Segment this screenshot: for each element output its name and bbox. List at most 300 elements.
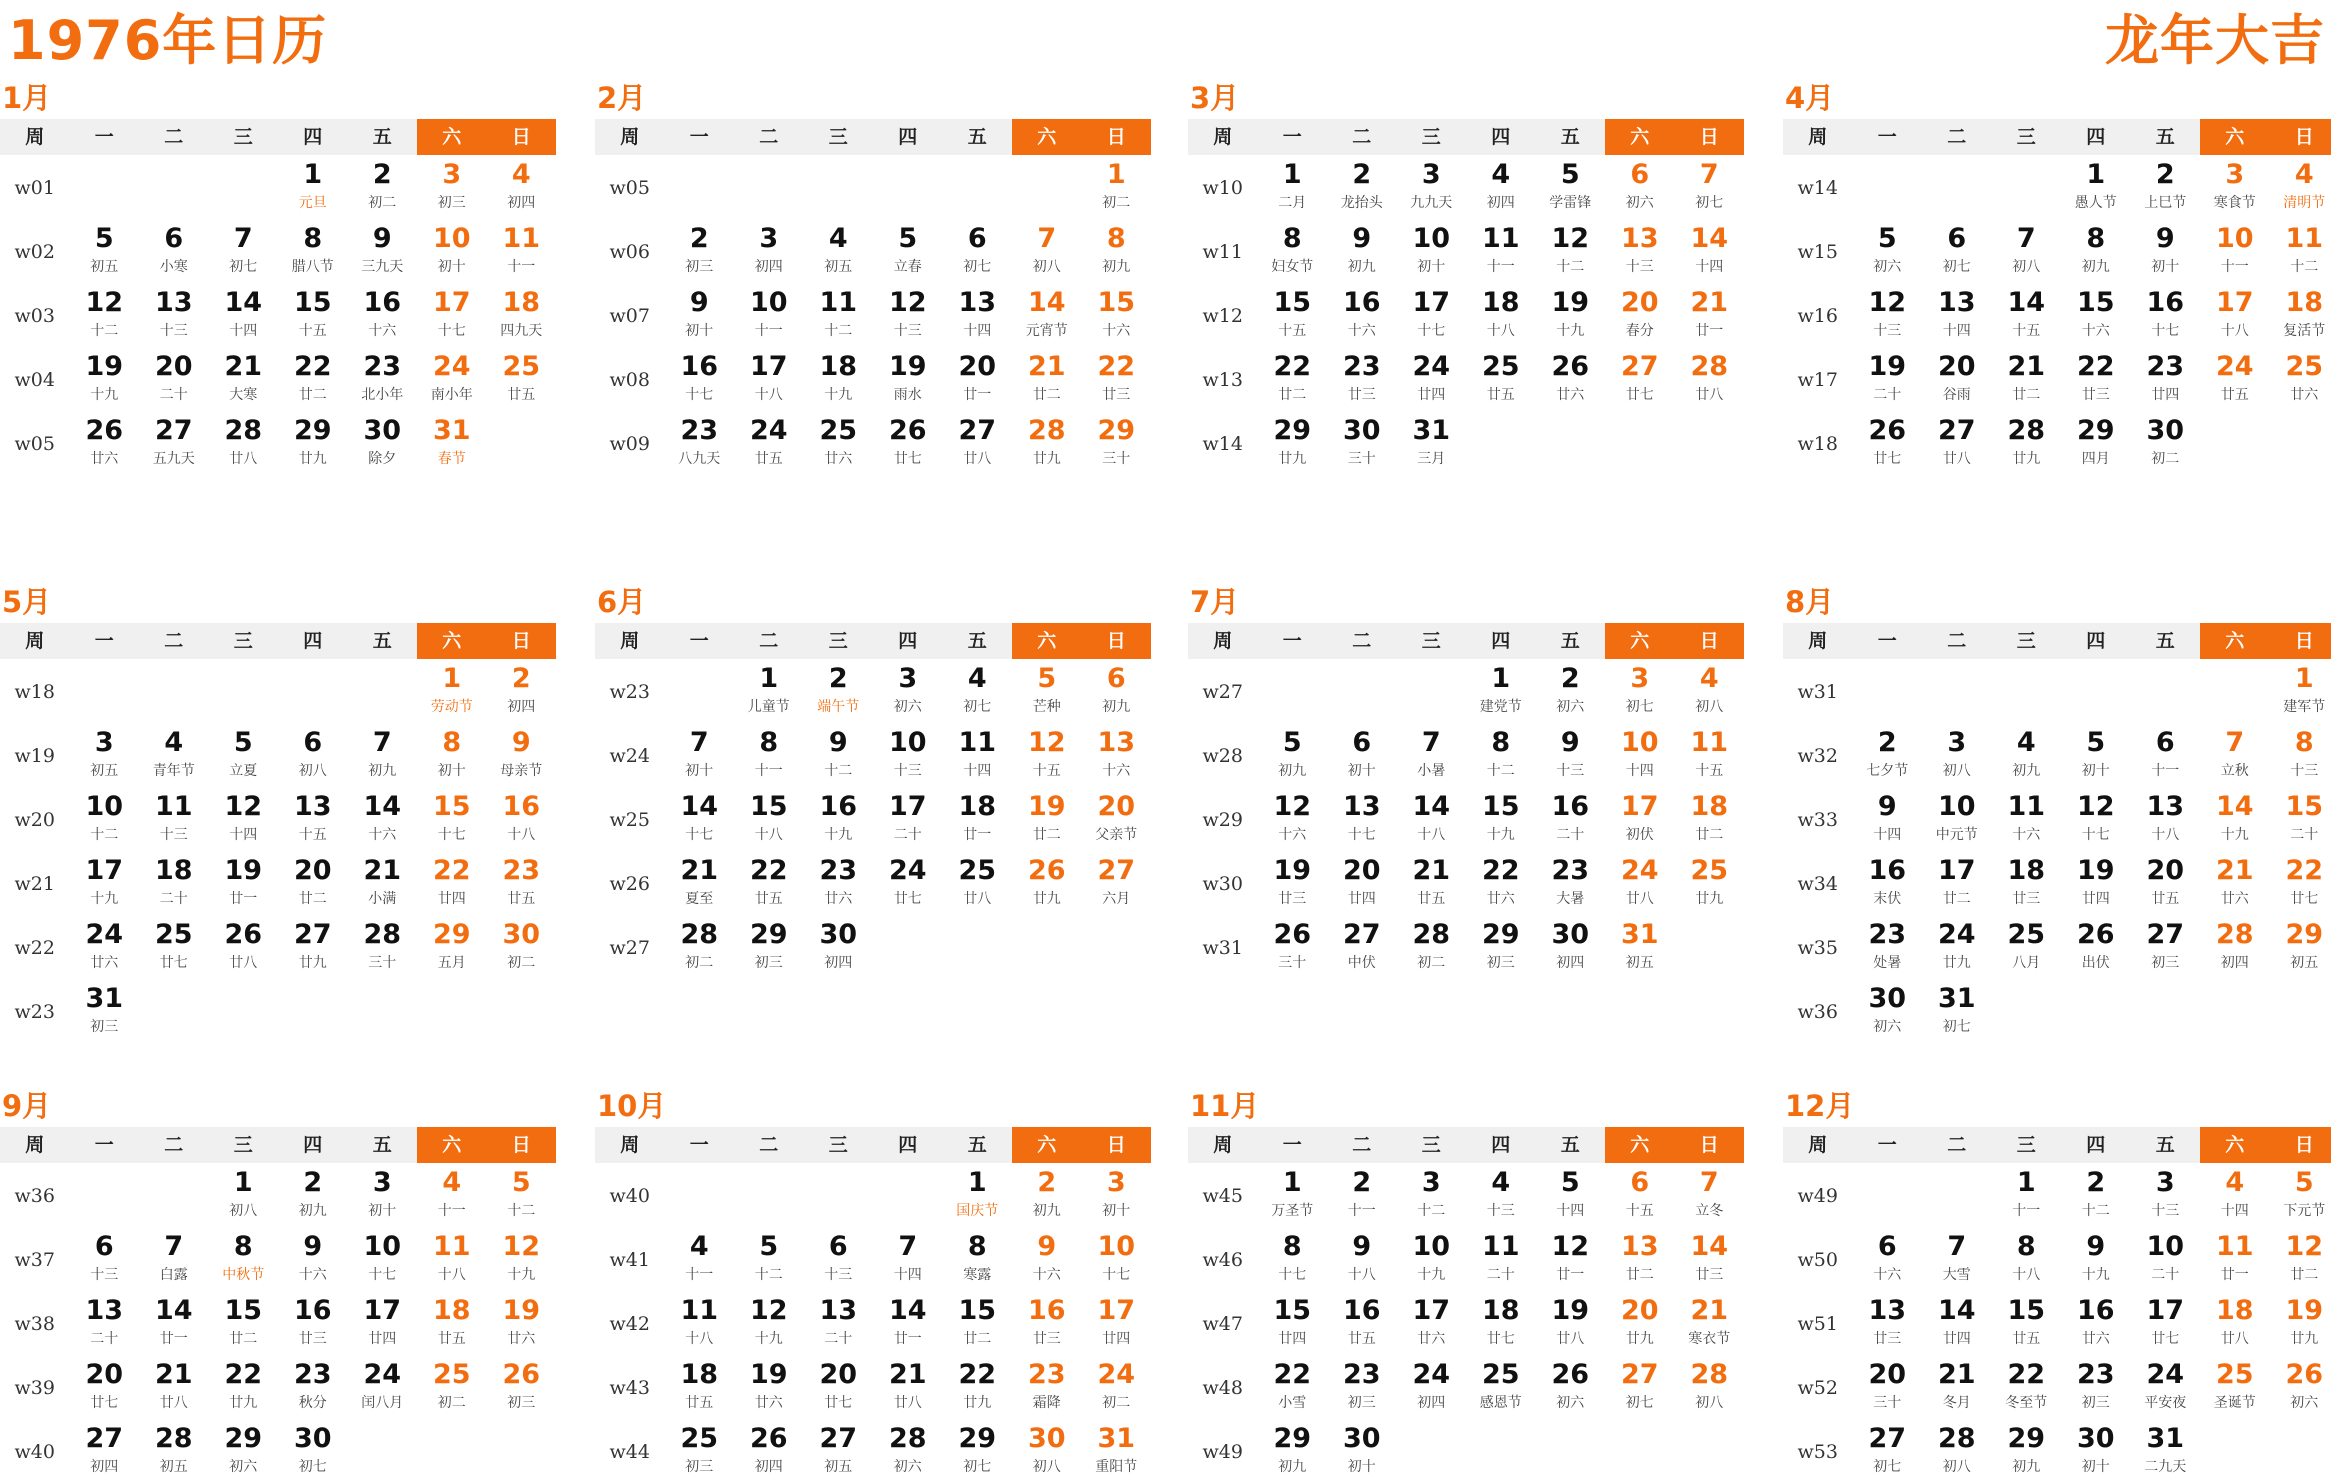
day-cell	[139, 1356, 209, 1420]
weekday-label: 一	[70, 119, 140, 155]
week-number: w40	[0, 1420, 70, 1484]
empty-cell	[2061, 980, 2131, 1044]
day-cell	[1536, 284, 1606, 348]
lunar-date: 十六	[1012, 1266, 1082, 1284]
day-number: 30	[804, 920, 874, 950]
day-number: 9	[487, 728, 557, 758]
day-number: 18	[1466, 288, 1536, 318]
day-number: 27	[2131, 920, 2201, 950]
empty-cell	[1082, 916, 1152, 980]
day-cell	[139, 1228, 209, 1292]
day-number: 8	[1992, 1232, 2062, 1262]
day-number: 23	[1012, 1360, 1082, 1390]
day-cell	[1675, 156, 1745, 220]
day-cell	[804, 1292, 874, 1356]
lunar-date: 廿七	[1466, 1330, 1536, 1348]
week-column-header: 周	[595, 623, 665, 659]
day-cell	[1082, 1420, 1152, 1484]
day-cell	[1675, 1292, 1745, 1356]
lunar-date: 南小年	[417, 386, 487, 404]
lunar-date: 十四	[1605, 762, 1675, 780]
lunar-date: 初三	[2131, 954, 2201, 972]
day-number: 24	[1397, 1360, 1467, 1390]
day-number: 6	[1605, 1168, 1675, 1198]
week-row	[595, 916, 1151, 980]
day-cell	[1082, 348, 1152, 412]
day-number: 9	[1327, 224, 1397, 254]
day-number: 5	[1536, 1168, 1606, 1198]
day-number: 22	[209, 1360, 279, 1390]
day-number: 12	[70, 288, 140, 318]
weekday-label: 一	[1258, 1127, 1328, 1163]
day-number: 29	[1992, 1424, 2062, 1454]
day-number: 8	[209, 1232, 279, 1262]
day-number: 8	[943, 1232, 1013, 1262]
day-cell	[665, 1356, 735, 1420]
lunar-date: 廿九	[1675, 890, 1745, 908]
weekday-label: 六	[2200, 119, 2270, 155]
lunar-date: 十六	[1258, 826, 1328, 844]
lunar-date: 十一	[734, 322, 804, 340]
weekday-label: 五	[348, 119, 418, 155]
weekday-label: 六	[2200, 1127, 2270, 1163]
day-cell	[278, 1356, 348, 1420]
day-number: 30	[487, 920, 557, 950]
day-number: 1	[2270, 664, 2331, 694]
day-cell	[665, 1292, 735, 1356]
day-cell	[804, 412, 874, 476]
day-number: 2	[278, 1168, 348, 1198]
lunar-date: 初十	[1397, 258, 1467, 276]
week-row	[1783, 284, 2331, 348]
day-cell	[1258, 1228, 1328, 1292]
day-number: 9	[2061, 1232, 2131, 1262]
day-cell	[1466, 348, 1536, 412]
weekday-label: 五	[348, 1127, 418, 1163]
lunar-date: 初五	[70, 762, 140, 780]
day-cell	[278, 724, 348, 788]
lunar-date: 初六	[1853, 1018, 1923, 1036]
lunar-date: 十五	[1258, 322, 1328, 340]
day-number: 3	[734, 224, 804, 254]
day-number: 12	[209, 792, 279, 822]
week-row	[595, 412, 1151, 476]
day-cell	[1327, 1292, 1397, 1356]
day-cell	[1922, 412, 1992, 476]
day-cell	[487, 916, 557, 980]
day-cell	[348, 788, 418, 852]
empty-cell	[1853, 1164, 1923, 1228]
weekday-label: 二	[1922, 623, 1992, 659]
month-label: 8月	[1785, 580, 1834, 621]
lunar-date: 初七	[943, 1458, 1013, 1476]
month-label: 7月	[1190, 580, 1239, 621]
lunar-date: 十九	[1466, 826, 1536, 844]
lunar-date: 廿六	[1536, 386, 1606, 404]
lunar-date: 平安夜	[2131, 1394, 2201, 1412]
day-cell	[278, 1164, 348, 1228]
day-number: 7	[1675, 1168, 1745, 1198]
lunar-date: 十八	[665, 1330, 735, 1348]
lunar-date: 十二	[804, 322, 874, 340]
day-number: 23	[1327, 1360, 1397, 1390]
day-cell	[2270, 348, 2331, 412]
lunar-date: 十二	[70, 826, 140, 844]
lunar-date: 廿五	[1992, 1330, 2062, 1348]
week-row	[0, 788, 556, 852]
lunar-date: 廿四	[2061, 890, 2131, 908]
lunar-date: 十一	[734, 762, 804, 780]
weekday-label: 五	[943, 119, 1013, 155]
day-number: 24	[1605, 856, 1675, 886]
lunar-date: 初十	[2131, 258, 2201, 276]
lunar-date: 建党节	[1466, 698, 1536, 716]
day-cell	[1012, 1356, 1082, 1420]
day-cell	[70, 724, 140, 788]
day-cell	[209, 284, 279, 348]
day-number: 3	[1922, 728, 1992, 758]
weekday-label: 二	[139, 119, 209, 155]
day-cell	[1397, 788, 1467, 852]
week-row	[1188, 1228, 1744, 1292]
day-number: 16	[2061, 1296, 2131, 1326]
day-number: 5	[2270, 1168, 2331, 1198]
day-cell	[1327, 1228, 1397, 1292]
empty-cell	[665, 156, 735, 220]
day-number: 7	[1012, 224, 1082, 254]
day-number: 27	[1082, 856, 1152, 886]
day-number: 2	[804, 664, 874, 694]
day-cell	[278, 412, 348, 476]
empty-cell	[1012, 916, 1082, 980]
lunar-date: 廿二	[209, 1330, 279, 1348]
lunar-date: 初九	[278, 1202, 348, 1220]
day-number: 5	[873, 224, 943, 254]
day-number: 7	[348, 728, 418, 758]
month-label: 2月	[597, 76, 646, 117]
lunar-date: 初十	[2061, 762, 2131, 780]
day-cell	[2061, 916, 2131, 980]
day-cell	[2131, 1228, 2201, 1292]
day-number: 30	[1012, 1424, 1082, 1454]
lunar-date: 初九	[348, 762, 418, 780]
month-label: 11月	[1190, 1084, 1259, 1125]
week-number: w53	[1783, 1420, 1853, 1484]
lunar-date: 初四	[1466, 194, 1536, 212]
day-cell	[209, 1292, 279, 1356]
lunar-date: 廿九	[1258, 450, 1328, 468]
lunar-date: 三九天	[348, 258, 418, 276]
lunar-date: 初十	[665, 322, 735, 340]
lunar-date: 三十	[1082, 450, 1152, 468]
lunar-date: 十七	[1082, 1266, 1152, 1284]
empty-cell	[2200, 660, 2270, 724]
day-number: 29	[943, 1424, 1013, 1454]
weekday-label: 日	[1082, 623, 1152, 659]
day-cell	[1012, 412, 1082, 476]
lunar-date: 十八	[1992, 1266, 2062, 1284]
day-number: 6	[278, 728, 348, 758]
weekday-label: 二	[1922, 119, 1992, 155]
lunar-date: 初二	[2131, 450, 2201, 468]
day-cell	[487, 1292, 557, 1356]
day-number: 29	[209, 1424, 279, 1454]
lunar-date: 廿一	[1536, 1266, 1606, 1284]
day-number: 26	[873, 416, 943, 446]
lunar-date: 十四	[1536, 1202, 1606, 1220]
weekday-header	[1783, 1127, 2331, 1163]
day-cell	[139, 284, 209, 348]
holiday-label: 清明节	[2270, 194, 2331, 212]
week-row	[1188, 852, 1744, 916]
day-cell	[1327, 156, 1397, 220]
day-cell	[1466, 788, 1536, 852]
day-number: 12	[1536, 1232, 1606, 1262]
day-cell	[873, 1420, 943, 1484]
day-number: 17	[1605, 792, 1675, 822]
day-cell	[1605, 916, 1675, 980]
day-number: 29	[1082, 416, 1152, 446]
day-number: 8	[1466, 728, 1536, 758]
day-number: 14	[1675, 1232, 1745, 1262]
weekday-label: 六	[417, 1127, 487, 1163]
lunar-date: 十三	[139, 322, 209, 340]
weekday-label: 二	[734, 623, 804, 659]
day-number: 13	[1922, 288, 1992, 318]
day-cell	[804, 660, 874, 724]
lunar-date: 三十	[1853, 1394, 1923, 1412]
week-row	[1783, 1164, 2331, 1228]
lunar-date: 初九	[1082, 258, 1152, 276]
empty-cell	[2200, 412, 2270, 476]
lunar-date: 廿八	[943, 450, 1013, 468]
day-number: 4	[943, 664, 1013, 694]
lunar-date: 大寒	[209, 386, 279, 404]
lunar-date: 廿七	[873, 450, 943, 468]
weekday-label: 二	[139, 1127, 209, 1163]
week-number: w52	[1783, 1356, 1853, 1420]
lunar-date: 八月	[1992, 954, 2062, 972]
week-column-header: 周	[1783, 623, 1853, 659]
day-number: 19	[487, 1296, 557, 1326]
day-cell	[1536, 788, 1606, 852]
day-number: 1	[209, 1168, 279, 1198]
day-number: 21	[1675, 1296, 1745, 1326]
day-cell	[1327, 916, 1397, 980]
weekday-label: 一	[70, 623, 140, 659]
weekday-label: 六	[1605, 119, 1675, 155]
day-cell	[348, 1164, 418, 1228]
week-number: w12	[1188, 284, 1258, 348]
weekday-header	[0, 1127, 556, 1163]
lunar-date: 廿八	[209, 450, 279, 468]
lunar-date: 二十	[1853, 386, 1923, 404]
day-number: 3	[2131, 1168, 2201, 1198]
day-number: 25	[804, 416, 874, 446]
day-number: 28	[348, 920, 418, 950]
lunar-date: 十三	[1536, 762, 1606, 780]
day-number: 14	[2200, 792, 2270, 822]
lunar-date: 十八	[734, 386, 804, 404]
day-cell	[943, 1164, 1013, 1228]
week-number: w24	[595, 724, 665, 788]
day-number: 21	[139, 1360, 209, 1390]
day-cell	[873, 724, 943, 788]
day-number: 17	[2200, 288, 2270, 318]
lunar-date: 初二	[665, 954, 735, 972]
day-cell	[1922, 1228, 1992, 1292]
empty-cell	[2270, 412, 2331, 476]
day-cell	[2131, 1420, 2201, 1484]
week-number: w16	[1783, 284, 1853, 348]
day-cell	[1012, 788, 1082, 852]
month-label: 9月	[2, 1084, 51, 1125]
day-cell	[1466, 156, 1536, 220]
lunar-date: 圣诞节	[2200, 1394, 2270, 1412]
day-number: 1	[1258, 160, 1328, 190]
day-number: 16	[278, 1296, 348, 1326]
day-cell	[1992, 724, 2062, 788]
week-row	[1783, 1292, 2331, 1356]
week-column-header: 周	[0, 623, 70, 659]
lunar-date: 初三	[417, 194, 487, 212]
day-cell	[70, 980, 140, 1044]
day-cell	[2131, 788, 2201, 852]
lunar-date: 十四	[943, 322, 1013, 340]
lunar-date: 十七	[1327, 826, 1397, 844]
week-number: w03	[0, 284, 70, 348]
day-number: 27	[943, 416, 1013, 446]
week-number: w43	[595, 1356, 665, 1420]
lunar-date: 初二	[1082, 1394, 1152, 1412]
day-cell	[1536, 1292, 1606, 1356]
day-cell	[2200, 348, 2270, 412]
day-cell	[1012, 220, 1082, 284]
lunar-date: 初七	[1922, 1018, 1992, 1036]
weekday-header	[0, 119, 556, 155]
day-number: 19	[1258, 856, 1328, 886]
lunar-date: 初九	[1258, 762, 1328, 780]
lunar-date: 初八	[1012, 1458, 1082, 1476]
lunar-date: 廿二	[2270, 1266, 2331, 1284]
day-number: 23	[2061, 1360, 2131, 1390]
day-number: 27	[139, 416, 209, 446]
week-row	[0, 724, 556, 788]
lunar-date: 廿五	[734, 890, 804, 908]
lunar-date: 十二	[1397, 1202, 1467, 1220]
day-number: 18	[139, 856, 209, 886]
day-number: 12	[1258, 792, 1328, 822]
day-number: 23	[2131, 352, 2201, 382]
day-number: 21	[2200, 856, 2270, 886]
day-number: 31	[2131, 1424, 2201, 1454]
lunar-date: 廿一	[2200, 1266, 2270, 1284]
lunar-date: 腊八节	[278, 258, 348, 276]
lunar-date: 初九	[1258, 1458, 1328, 1476]
day-cell	[734, 660, 804, 724]
empty-cell	[873, 916, 943, 980]
day-number: 26	[2270, 1360, 2331, 1390]
day-cell	[1853, 348, 1923, 412]
day-cell	[1536, 916, 1606, 980]
week-number: w27	[1188, 660, 1258, 724]
day-cell	[417, 284, 487, 348]
lunar-date: 廿七	[1853, 450, 1923, 468]
lunar-date: 初三	[1327, 1394, 1397, 1412]
day-cell	[1605, 220, 1675, 284]
day-number: 31	[1605, 920, 1675, 950]
weeks-list	[1783, 1164, 2331, 1484]
day-number: 10	[1397, 224, 1467, 254]
lunar-date: 初二	[348, 194, 418, 212]
week-row	[1188, 412, 1744, 476]
week-column-header: 周	[0, 119, 70, 155]
day-cell	[1675, 220, 1745, 284]
day-cell	[1853, 412, 1923, 476]
lunar-date: 十九	[804, 386, 874, 404]
lunar-date: 廿三	[1082, 386, 1152, 404]
day-cell	[209, 1164, 279, 1228]
week-number: w19	[0, 724, 70, 788]
week-number: w49	[1783, 1164, 1853, 1228]
day-number: 9	[1327, 1232, 1397, 1262]
weekday-label: 六	[417, 119, 487, 155]
day-number: 17	[70, 856, 140, 886]
week-row	[1783, 916, 2331, 980]
week-row	[595, 1420, 1151, 1484]
day-cell	[804, 916, 874, 980]
lunar-date: 初九	[1082, 698, 1152, 716]
day-cell	[2131, 1164, 2201, 1228]
day-number: 26	[1536, 352, 1606, 382]
weeks-list	[1188, 660, 1744, 980]
day-cell	[2061, 1420, 2131, 1484]
day-number: 26	[1536, 1360, 1606, 1390]
day-number: 19	[873, 352, 943, 382]
week-number: w10	[1188, 156, 1258, 220]
week-row	[595, 284, 1151, 348]
day-cell	[1605, 1228, 1675, 1292]
day-cell	[139, 788, 209, 852]
day-cell	[873, 1228, 943, 1292]
empty-cell	[1012, 156, 1082, 220]
day-cell	[1082, 788, 1152, 852]
day-cell	[1675, 660, 1745, 724]
day-cell	[209, 788, 279, 852]
day-cell	[2200, 1164, 2270, 1228]
lunar-date: 芒种	[1012, 698, 1082, 716]
day-number: 29	[2061, 416, 2131, 446]
day-cell	[2131, 916, 2201, 980]
day-number: 3	[1397, 1168, 1467, 1198]
day-number: 21	[873, 1360, 943, 1390]
day-cell	[1605, 348, 1675, 412]
lunar-date: 十七	[2131, 322, 2201, 340]
day-number: 27	[1605, 1360, 1675, 1390]
weekday-label: 四	[2061, 623, 2131, 659]
day-cell	[1397, 1164, 1467, 1228]
lunar-date: 初十	[1082, 1202, 1152, 1220]
day-number: 20	[804, 1360, 874, 1390]
lunar-date: 秋分	[278, 1394, 348, 1412]
lunar-date: 廿七	[804, 1394, 874, 1412]
lunar-date: 廿三	[1327, 386, 1397, 404]
lunar-date: 八九天	[665, 450, 735, 468]
day-number: 30	[1327, 416, 1397, 446]
lunar-date: 十五	[278, 322, 348, 340]
day-number: 22	[1466, 856, 1536, 886]
lunar-date: 初五	[804, 258, 874, 276]
